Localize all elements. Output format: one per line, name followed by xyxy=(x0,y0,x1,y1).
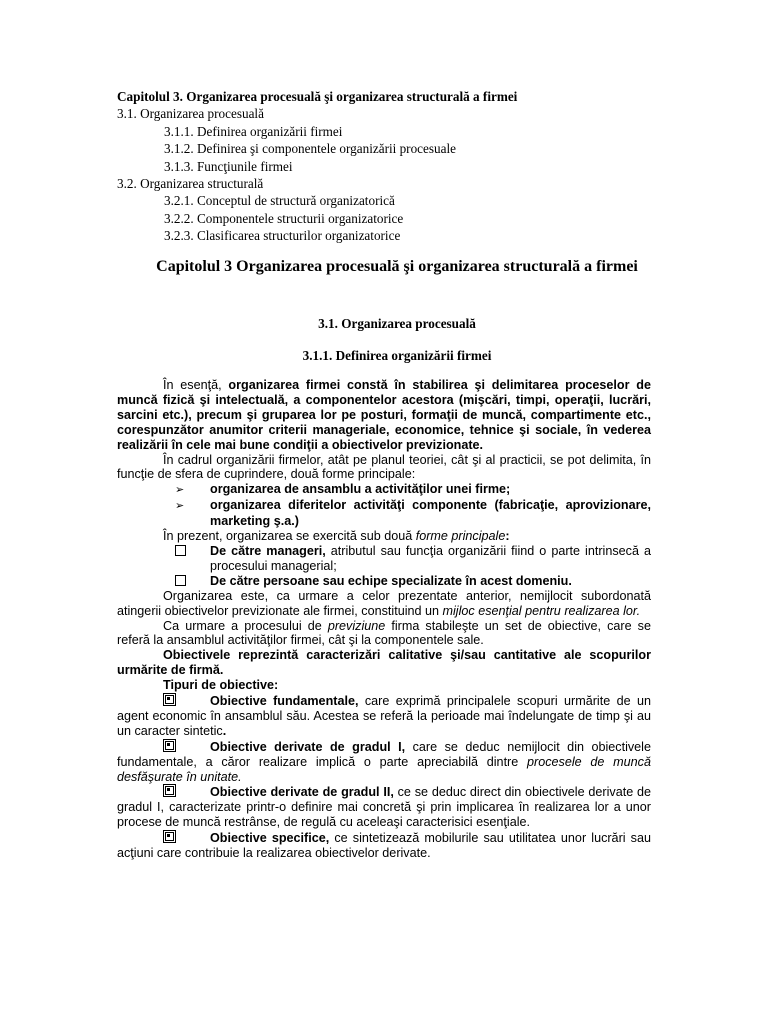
objective-title: Obiective specifice, xyxy=(210,831,330,846)
objective-bullet-icon xyxy=(117,830,210,846)
toc-item: 3.1.1. Definirea organizării firmei xyxy=(164,123,343,139)
text-run: firma stabileşte un set de obiective, care se referă la ansamblul activităţilor firmei, cât şi la componentele sale. xyxy=(117,618,651,648)
arrow-bullet-icon xyxy=(117,482,210,498)
table-of-contents xyxy=(117,88,677,245)
objective-title: Obiective derivate de gradul I, xyxy=(210,739,406,754)
text-run-italic: previziune xyxy=(327,618,386,633)
square-list-item xyxy=(117,574,651,589)
text-run-bold: : xyxy=(505,529,510,544)
text-run-bold: organizarea firmei constă în stabilirea şi delimitarea proceselor de muncă fizică şi intelectuală, a componentelor acestora (mişcări, timpi, operaţii, lucrări, sarcini etc.), precum şi gruparea lor pe posturi, formaţii de muncă, compartimente etc., corespunzător anumitor criterii manageriale, economice, tehnice şi sociale, în vederea realizării în cele mai bune condiţii a obiectivelor previzionate. xyxy=(117,378,652,452)
text-run: Ca urmare a procesului de xyxy=(163,618,328,633)
objective-text: ce se deduc direct din obiectivele derivate de gradul I, caracterizate printr-o definire mai concretă şi prin implicarea în realizarea lor a unor procese de muncă restrânse, de regulă cu aceleaşi caracterisici esenţiale. xyxy=(117,785,652,830)
objective-bullet-icon xyxy=(117,693,210,709)
list-item-bold: De către persoane sau echipe specializate în acest domeniu. xyxy=(210,573,572,588)
paragraph-forms: În cadrul organizării firmelor, atât pe planul teoriei, cât şi al practicii, se pot delimita, în funcţie de sfera de cuprindere, două forme principale: xyxy=(117,452,651,482)
objective-text: ce sintetizează mobilurile sau utilitatea unor lucrări sau acţiuni care contribuie la realizarea obiectivelor derivate. xyxy=(117,831,651,861)
toc-chapter: Capitolul 3. Organizarea procesuală şi organizarea structurală a firmei xyxy=(117,89,518,104)
toc-item: 3.2. Organizarea structurală xyxy=(117,176,264,192)
chapter-heading: Capitolul 3 Organizarea procesuală şi organizarea structurală a firmei xyxy=(156,258,638,275)
text-run: În esenţă, xyxy=(163,378,229,392)
objective-item xyxy=(117,739,651,785)
toc-item: 3.1. Organizarea procesuală xyxy=(117,106,264,122)
objective-title: Obiective derivate de gradul II, xyxy=(210,785,394,800)
text-run-italic: forme principale xyxy=(415,529,506,544)
body-text xyxy=(117,378,651,861)
paragraph-forecast xyxy=(117,619,651,649)
text-run: În prezent, organizarea se exercită sub două xyxy=(163,529,416,544)
objective-item xyxy=(117,693,651,739)
objective-text: care exprimă principalele scopuri urmărite de un agent economic în ansamblul său. Acestea se referă la perioade mai îndelungate de timp şi au un caracter sintetic xyxy=(117,694,651,738)
objective-text-italic: procesele de muncă desfăşurate în unitate. xyxy=(117,754,651,784)
objective-text: care se deduc nemijlocit din obiectivele fundamentale, a căror realizare implică o parte apreciabilă dintre xyxy=(117,739,651,769)
toc-item: 3.1.2. Definirea şi componentele organizării procesuale xyxy=(164,141,456,157)
arrow-glyph: ➢ xyxy=(175,500,185,513)
list-item-text: atributul sau funcţia organizării fiind o parte intrinsecă a procesului managerial; xyxy=(210,543,651,573)
square-list-item xyxy=(117,544,651,574)
objective-item xyxy=(117,784,651,830)
list-item-text: organizarea de ansamblu a activităţilor unei firme; xyxy=(210,482,511,497)
arrow-glyph: ➢ xyxy=(175,484,185,497)
toc-item: 3.2.2. Componentele structurii organizatorice xyxy=(164,210,404,226)
objective-bullet-icon xyxy=(117,739,210,755)
paragraph-subordination xyxy=(117,589,651,619)
text-run: Organizarea este, ca urmare a celor prezentate anterior, nemijlocit subordonată atingerii obiectivelor previzionate ale firmei, constituind un xyxy=(117,588,651,618)
text-run-bold: . xyxy=(222,723,227,738)
arrow-bullet-icon xyxy=(117,498,210,514)
arrow-list-item xyxy=(117,498,651,529)
section-heading: 3.1. Organizarea procesuală xyxy=(318,316,476,331)
square-bullet-icon xyxy=(117,574,210,589)
objective-item xyxy=(117,830,651,861)
text-run-italic: mijloc esenţial pentru realizarea lor. xyxy=(442,603,641,618)
objective-bullet-icon xyxy=(117,784,210,800)
toc-item: 3.2.3. Clasificarea structurilor organizatorice xyxy=(164,228,401,244)
objective-title: Obiective fundamentale, xyxy=(210,694,359,709)
paragraph-current xyxy=(117,529,651,544)
objectives-types-heading: Tipuri de obiective: xyxy=(163,678,279,693)
list-item-text: organizarea diferitelor activităţi componente (fabricaţie, aprovizionare, marketing ş.a.) xyxy=(210,498,651,529)
toc-item: 3.2.1. Conceptul de structură organizatorică xyxy=(164,193,395,209)
paragraph-definition xyxy=(117,378,651,453)
square-bullet-icon xyxy=(117,544,210,559)
list-item-bold: De către manageri, xyxy=(210,543,326,558)
paragraph-objectives-definition: Obiectivele reprezintă caracterizări calitative şi/sau cantitative ale scopurilor urmărite de firmă. xyxy=(117,648,651,678)
toc-item: 3.1.3. Funcţiunile firmei xyxy=(164,158,293,174)
subsection-heading: 3.1.1. Definirea organizării firmei xyxy=(302,348,492,363)
arrow-list-item xyxy=(117,482,651,498)
